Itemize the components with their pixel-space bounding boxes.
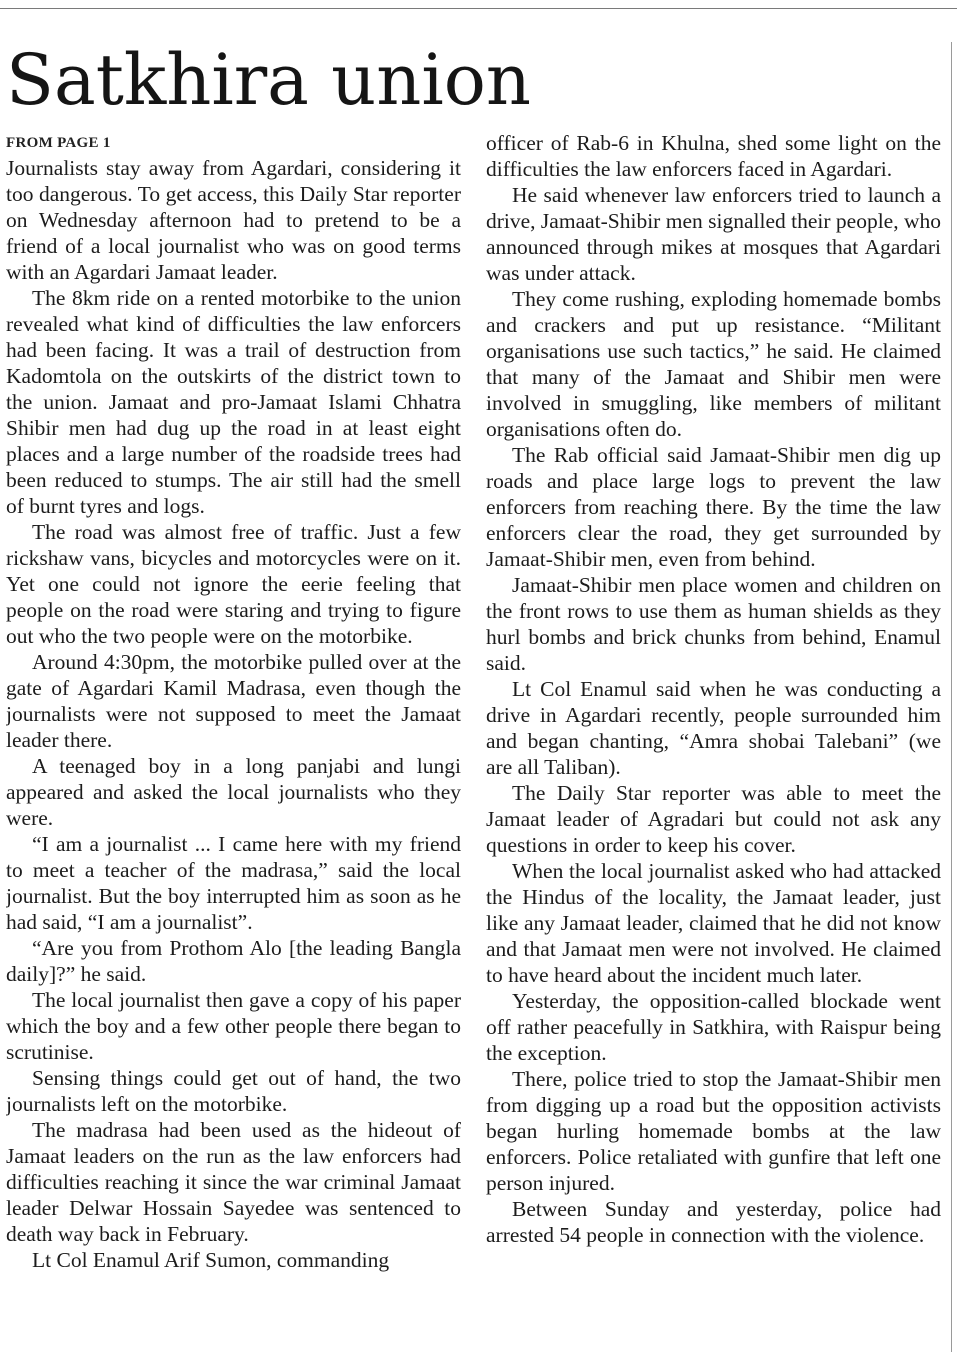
paragraph: Around 4:30pm, the motorbike pulled over at the gate of Agardari Kamil Madrasa, even though the journalists were not supposed to meet the Jamaat leader there.	[6, 650, 461, 752]
paragraph: The Rab official said Jamaat-Shibir men dig up roads and place large logs to prevent the law enforcers from reaching there. By the time the law enforcers clear the road, they get surrounded by Jamaat-Shibir men, even from behind.	[486, 443, 941, 571]
paragraph: The Daily Star reporter was able to meet the Jamaat leader of Agradari but could not ask any questions in order to keep his cover.	[486, 781, 941, 857]
paragraph: Yesterday, the opposition-called blockade went off rather peacefully in Satkhira, with Raispur being the exception.	[486, 989, 941, 1065]
paragraph-continuation: officer of Rab-6 in Khulna, shed some light on the difficulties the law enforcers faced in Agardari.	[486, 131, 941, 181]
paragraph: Sensing things could get out of hand, the two journalists left on the motorbike.	[6, 1066, 461, 1116]
headline: Satkhira union	[6, 39, 531, 121]
paragraph: Jamaat-Shibir men place women and children on the front rows to use them as human shields as they hurl bombs and brick chunks from behind, Enamul said.	[486, 573, 941, 675]
paragraph: He said whenever law enforcers tried to launch a drive, Jamaat-Shibir men signalled their people, who announced through mikes at mosques that Agardari was under attack.	[486, 183, 941, 285]
right-column	[486, 130, 941, 1352]
left-column	[6, 130, 461, 1352]
column-rule	[951, 42, 952, 1352]
page-reference: FROM PAGE 1	[6, 135, 111, 151]
paragraph: The road was almost free of traffic. Just a few rickshaw vans, bicycles and motorcycles were on it. Yet one could not ignore the eerie feeling that people on the road were staring and trying to figure out who the two people were on the motorbike.	[6, 520, 461, 648]
paragraph: The 8km ride on a rented motorbike to the union revealed what kind of difficulties the law enforcers had been facing. It was a trail of destruction from Kadomtola on the outskirts of the district town to the union. Jamaat and pro-Jamaat Islami Chhatra Shibir men had dug up the road in at least eight places and a large number of the roadside trees had been reduced to stumps. The air still had the smell of burnt tyres and logs.	[6, 286, 461, 518]
paragraph: Lt Col Enamul Arif Sumon, commanding	[32, 1248, 390, 1272]
paragraph: The madrasa had been used as the hideout of Jamaat leaders on the run as the law enforcers had difficulties reaching it since the war criminal Jamaat leader Delwar Hossain Sayedee was sentenced to death way back in February.	[6, 1118, 461, 1246]
paragraph: When the local journalist asked who had attacked the Hindus of the locality, the Jamaat leader, just like any Jamaat leader, claimed that he did not know and that Jamaat men were not involved. He claimed to have heard about the incident much later.	[486, 859, 941, 987]
paragraph: Journalists stay away from Agardari, considering it too dangerous. To get access, this Daily Star reporter on Wednesday afternoon had to pretend to be a friend of a local journalist who was on good terms with an Agardari Jamaat leader.	[6, 156, 461, 284]
paragraph: Lt Col Enamul said when he was conducting a drive in Agardari recently, people surrounded him and began chanting, “Amra shobai Talebani” (we are all Taliban).	[486, 677, 941, 779]
paragraph: Between Sunday and yesterday, police had arrested 54 people in connection with the violence.	[486, 1197, 941, 1247]
paragraph: They come rushing, exploding homemade bombs and crackers and put up resistance. “Militant organisations use such tactics,” he said. He claimed that many of the Jamaat and Shibir men were involved in smuggling, like members of militant organisations often do.	[486, 287, 941, 441]
top-rule	[0, 8, 957, 9]
paragraph: “Are you from Prothom Alo [the leading Bangla daily]?” he said.	[6, 936, 461, 986]
paragraph: “I am a journalist ... I came here with my friend to meet a teacher of the madrasa,” said the local journalist. But the boy interrupted him as soon as he had said, “I am a journalist”.	[6, 832, 461, 934]
paragraph: The local journalist then gave a copy of his paper which the boy and a few other people there began to scrutinise.	[6, 988, 461, 1064]
paragraph: A teenaged boy in a long panjabi and lungi appeared and asked the local journalists who they were.	[6, 754, 461, 830]
paragraph: There, police tried to stop the Jamaat-Shibir men from digging up a road but the opposition activists began hurling homemade bombs at the law enforcers. Police retaliated with gunfire that left one person injured.	[486, 1067, 941, 1195]
